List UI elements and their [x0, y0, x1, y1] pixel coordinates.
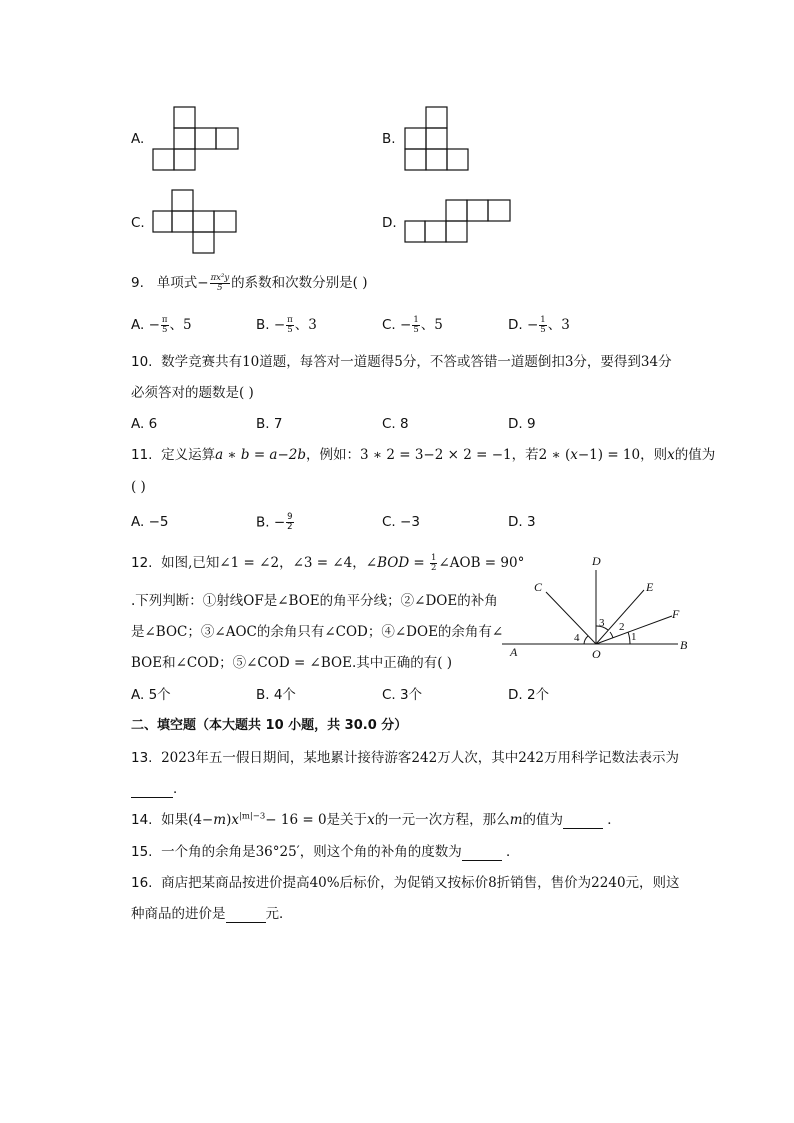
- q10-line2: 必须答对的题数是( ): [131, 385, 254, 401]
- q16-text-b: 元．: [265, 906, 293, 922]
- q10-line1: [131, 353, 672, 371]
- q11-text-d: x: [570, 447, 578, 463]
- q14-answer-blank[interactable]: [563, 814, 603, 829]
- q12-option-c: C. 3个: [382, 687, 423, 703]
- q14-line: [131, 811, 621, 829]
- q9-a-tail: 、5: [169, 317, 192, 333]
- q12-line1: [131, 554, 524, 573]
- q9-option-b: B. − $\frac{\pi}{5}$ 、3: [256, 315, 317, 335]
- q12-line4: BOE和∠COD；⑤∠COD = ∠BOE.其中正确的有( ): [131, 655, 453, 671]
- q9-b-num: π: [287, 315, 293, 325]
- q9-option-d: D. − $\frac{1}{5}$ 、3: [508, 315, 570, 335]
- q11-option-b: [256, 513, 295, 532]
- q12-frac-den: 2: [431, 563, 437, 573]
- q12-option-a: A. 5个: [131, 687, 171, 703]
- q16-number: 16.: [131, 875, 153, 891]
- q9-d-num: 1: [540, 315, 546, 325]
- q13-tail: ．: [173, 781, 187, 797]
- q11-text-f: x: [667, 447, 675, 463]
- q12-line2: .下列判断：①射线OF是∠BOE的角平分线；②∠DOE的补角: [131, 593, 498, 609]
- q9-b-tail: 、3: [294, 317, 317, 333]
- q12-angle-figure: [500, 550, 700, 662]
- q9-option-b-label: B.: [256, 317, 270, 333]
- q16-line1: [131, 874, 680, 892]
- arc-angle-4: [584, 636, 588, 644]
- q11-b-den: 2: [287, 522, 293, 532]
- q8-net-d-figure: [402, 198, 517, 246]
- q8-option-b-label: B.: [382, 131, 396, 147]
- q14-text-x: x: [231, 812, 239, 828]
- q15-text: 一个角的余角是36°25′，则这个角的补角的度数为: [161, 844, 462, 860]
- q14-text-c: − 16 = 0是关于: [265, 812, 368, 828]
- q12-option-b: B. 4个: [256, 687, 296, 703]
- q13-line2: [131, 780, 187, 798]
- q13-number: 13.: [131, 750, 153, 766]
- arc-angle-1: [628, 632, 630, 644]
- q13-line1-text: 2023年五一假日期间，某地累计接待游客242万人次，其中242万用科学记数法表示为: [161, 750, 679, 766]
- q11-option-d: D. 3: [508, 514, 536, 530]
- q9-stem-suffix: 的系数和次数分别是( ): [231, 275, 368, 291]
- q9-option-a: A. − $\frac{\pi}{5}$ 、5: [131, 315, 192, 335]
- q14-number: 14.: [131, 812, 153, 828]
- q11-line1: [131, 446, 715, 464]
- fig-angle-2: 2: [619, 621, 625, 633]
- q11-option-b-label: B. −: [256, 514, 286, 531]
- q15-tail: ．: [506, 844, 520, 860]
- q11-b-num: 9: [287, 512, 293, 522]
- q11-number: 11.: [131, 447, 153, 463]
- q9-option-d-label: D.: [508, 317, 523, 333]
- fig-angle-4: 4: [574, 632, 580, 644]
- q12-frac-num: 1: [431, 553, 437, 563]
- q9-option-c-label: C.: [382, 317, 396, 333]
- q11-option-c: C. −3: [382, 514, 420, 530]
- q9-stem: [131, 274, 368, 293]
- fig-label-o: O: [592, 647, 601, 661]
- q12-text-a: 如图,已知∠1 = ∠2，∠3 = ∠4，∠: [161, 555, 378, 571]
- q9-c-tail: 、5: [420, 317, 443, 333]
- q9-d-den: 5: [540, 325, 546, 335]
- fig-label-f: F: [672, 607, 680, 621]
- q11-line2: ( ): [131, 479, 146, 495]
- q11-text-c: ，例如：3 ∗ 2 = 3−2 × 2 = −1，若2 ∗ (: [306, 447, 571, 463]
- q10-option-a: A. 6: [131, 416, 158, 432]
- q14-text-a: 如果(4−: [161, 812, 214, 828]
- arc-angle-2: [610, 632, 613, 638]
- q9-stem-prefix: 单项式: [156, 275, 198, 291]
- q10-option-c: C. 8: [382, 416, 409, 432]
- q13-answer-blank[interactable]: [131, 783, 173, 798]
- fig-label-e: E: [646, 580, 654, 594]
- ray-oc: [546, 592, 596, 644]
- q14-text-m2: m: [509, 812, 523, 828]
- q11-text-b: a ∗ b = a−2b: [215, 447, 307, 463]
- q9-c-num: 1: [413, 315, 419, 325]
- q16-answer-blank[interactable]: [226, 908, 266, 923]
- q8-option-a-label: A.: [131, 131, 145, 147]
- q11-text-e: −1) = 10，则: [577, 447, 668, 463]
- q8-net-b-figure: [402, 105, 477, 175]
- q15-line: [131, 843, 520, 861]
- q15-answer-blank[interactable]: [462, 846, 502, 861]
- q12-text-b: BOD: [377, 555, 410, 571]
- q10-option-d: D. 9: [508, 416, 536, 432]
- q16-line1-text: 商店把某商品按进价提高40%后标价，为促销又按标价8折销售，售价为2240元，则这: [161, 875, 680, 891]
- q14-tail: ．: [607, 812, 621, 828]
- q12-option-d: D. 2个: [508, 687, 550, 703]
- q9-d-tail: 、3: [547, 317, 570, 333]
- q14-text-x2: x: [367, 812, 375, 828]
- fig-angle-3: 3: [599, 617, 605, 629]
- q9-minus: −: [197, 275, 209, 291]
- q12-text-d: ∠AOB = 90°: [438, 555, 525, 571]
- fig-label-c: C: [534, 580, 543, 594]
- q8-net-c-figure: [150, 188, 245, 258]
- q16-text-a: 种商品的进价是: [131, 906, 226, 922]
- q10-option-b: B. 7: [256, 416, 283, 432]
- q9-frac-den: 5: [217, 283, 223, 293]
- q10-number: 10.: [131, 354, 153, 370]
- fig-label-b: B: [680, 638, 688, 652]
- fig-angle-1: 1: [631, 631, 637, 643]
- q10-line1-text: 数学竞赛共有10道题，每答对一道题得5分，不答或答错一道题倒扣3分，要得到34分: [161, 354, 672, 370]
- q15-number: 15.: [131, 844, 153, 860]
- q9-b-den: 5: [287, 325, 293, 335]
- q9-number: 9.: [131, 275, 144, 291]
- q11-text-a: 定义运算: [161, 447, 216, 463]
- section2-title: 二、填空题（本大题共 10 小题，共 30.0 分）: [131, 718, 408, 733]
- q16-line2: [131, 905, 293, 923]
- q9-option-c: C. − $\frac{1}{5}$ 、5: [382, 315, 443, 335]
- q9-a-den: 5: [161, 325, 168, 335]
- q14-text-d: 的一元一次方程，那么: [374, 812, 510, 828]
- q12-number: 12.: [131, 555, 153, 571]
- q11-option-a: A. −5: [131, 514, 169, 530]
- q14-text-b: ): [226, 812, 232, 828]
- q9-c-den: 5: [413, 325, 419, 335]
- q14-text-m: m: [213, 812, 227, 828]
- q12-text-c: =: [409, 555, 430, 571]
- q8-option-d-label: D.: [382, 215, 397, 231]
- q14-text-e: 的值为: [522, 812, 563, 828]
- q9-a-num: π: [161, 315, 168, 325]
- fig-label-a: A: [510, 645, 518, 659]
- q14-exponent: |m|−3: [238, 811, 266, 822]
- q12-line3: 是∠BOC；③∠AOC的余角只有∠COD；④∠DOE的余角有∠: [131, 624, 504, 640]
- q9-option-a-label: A.: [131, 317, 145, 333]
- q13-line1: [131, 749, 679, 767]
- fig-label-d: D: [592, 554, 601, 568]
- q8-option-c-label: C.: [131, 215, 145, 231]
- q8-net-a-figure: [150, 105, 245, 175]
- q11-text-g: 的值为: [674, 447, 716, 463]
- q9-frac-num: πx²y: [210, 273, 230, 283]
